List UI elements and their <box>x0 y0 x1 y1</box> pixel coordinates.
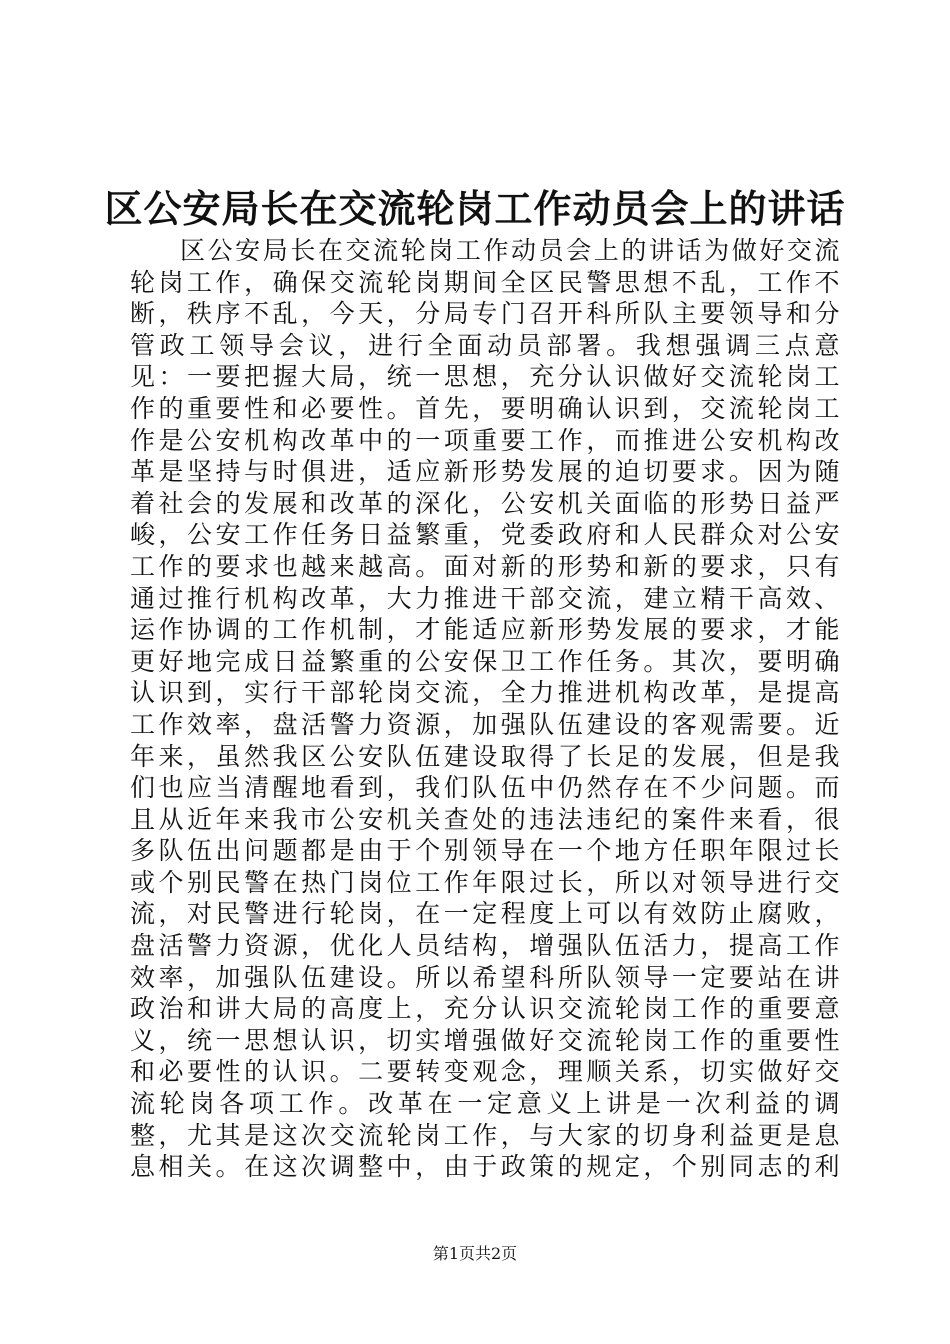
body-paragraph: 区公安局长在交流轮岗工作动员会上的讲话为做好交流轮岗工作，确保交流轮岗期间全区民警思想不乱，工作不断，秩序不乱，今天，分局专门召开科所队主要领导和分管政工领导会议，进行全面动员部署。我想强调三点意见：一要把握大局，统一思想，充分认识做好交流轮岗工作的重要性和必要性。首先，要明确认识到，交流轮岗工作是公安机构改革中的一项重要工作，而推进公安机构改革是坚持与时俱进，适应新形势发展的迫切要求。因为随着社会的发展和改革的深化，公安机关面临的形势日益严峻，公安工作任务日益繁重，党委政府和人民群众对公安工作的要求也越来越高。面对新的形势和新的要求，只有通过推行机构改革，大力推进干部交流，建立精干高效、运作协调的工作机制，才能适应新形势发展的要求，才能更好地完成日益繁重的公安保卫工作任务。其次，要明确认识到，实行干部轮岗交流，全力推进机构改革，是提高工作效率，盘活警力资源，加强队伍建设的客观需要。近年来，虽然我区公安队伍建设取得了长足的发展，但是我们也应当清醒地看到，我们队伍中仍然存在不少问题。而且从近年来我市公安机关查处的违法违纪的案件来看，很多队伍出问题都是由于个别领导在一个地方任职年限过长或个别民警在热门岗位工作年限过长，所以对领导进行交流，对民警进行轮岗，在一定程度上可以有效防止腐败，盘活警力资源，优化人员结构，增强队伍活力，提高工作效率，加强队伍建设。所以希望科所队领导一定要站在讲政治和讲大局的高度上，充分认识交流轮岗工作的重要意义，统一思想认识，切实增强做好交流轮岗工作的重要性和必要性的认识。二要转变观念，理顺关系，切实做好交流轮岗各项工作。改革在一定意义上讲是一次利益的调整，尤其是这次交流轮岗工作，与大家的切身利益更是息息相关。在这次调整中，由于政策的规定，个别同志的利 <box>130 236 842 1182</box>
document-title: 区公安局长在交流轮岗工作动员会上的讲话 <box>104 186 846 231</box>
page-number: 第1页 <box>432 1244 475 1263</box>
page-footer <box>0 1243 950 1265</box>
page-total: 共2页 <box>475 1244 518 1263</box>
